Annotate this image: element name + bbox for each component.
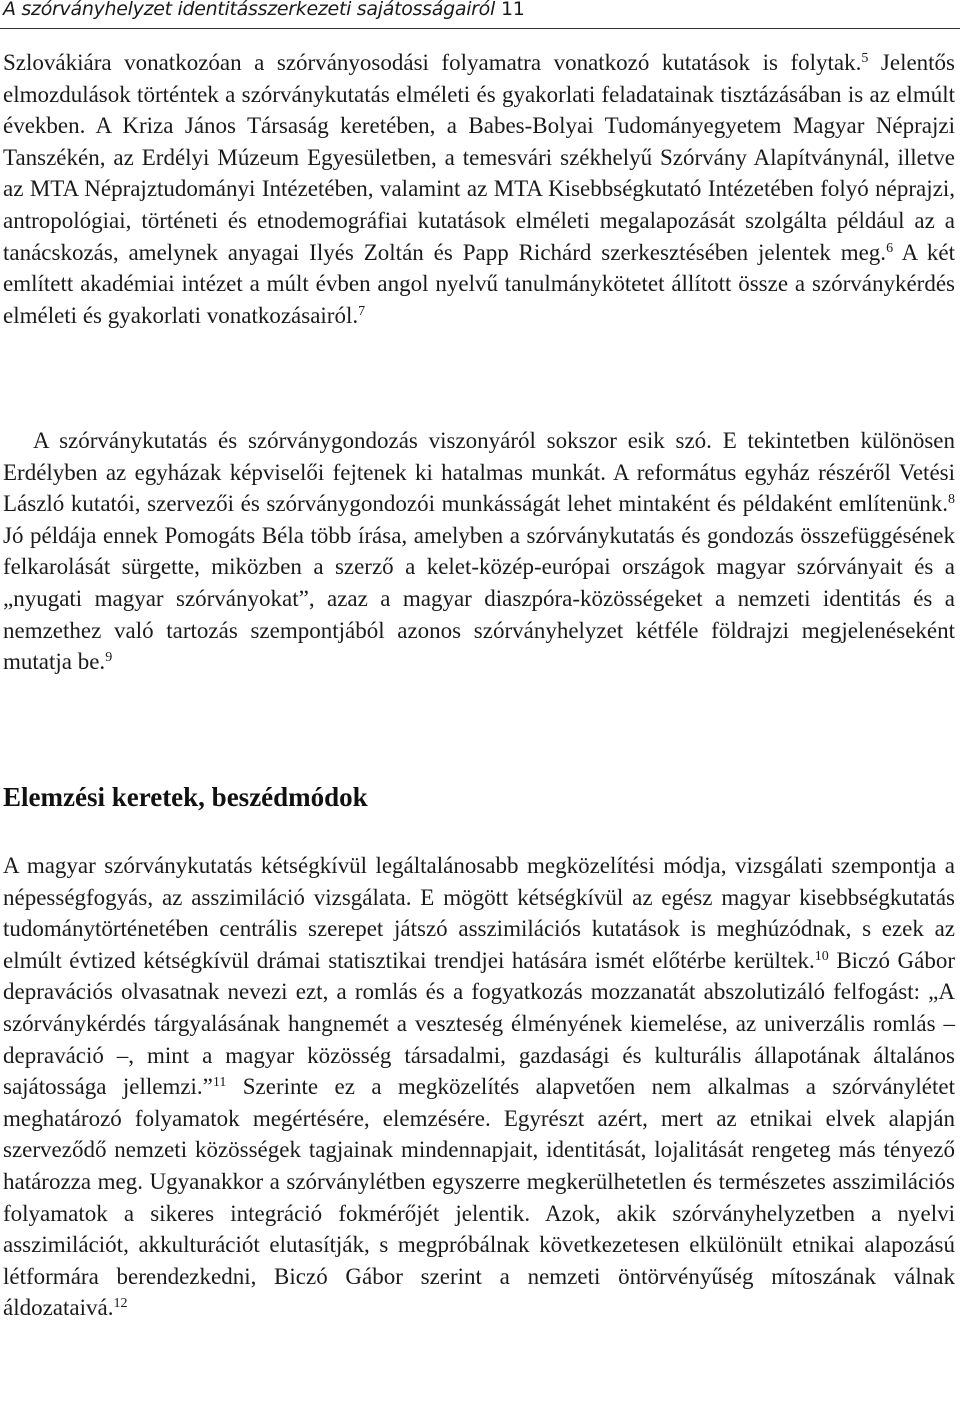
- page-number: 11: [501, 0, 525, 20]
- running-header: [3, 0, 903, 20]
- paragraph-text: Jó példája ennek Pomogáts Béla több írása, amelyben a szórványkutatás és gondozás összefüggésének felkarolását sürgette, miközben a szerző a kelet-közép-európai országok magyar szórványait és a „nyugati magyar szórványokat”, azaz a magyar diaszpóra-közösségeket a nemzeti identitás és a nemzethez való tartozás szempontjából azonos szórványhelyzet kétféle földrajzi megjelenéseként mutatja be.: [3, 522, 955, 675]
- paragraph-text: Szerinte ez a megközelítés alapvetően nem alkalmas a szórványlétet meghatározó folyamatok megértésére, elemzésére. Egyrészt azért, mert az etnikai elvek alapján szerveződő nemzeti közösségek tagjainak mindennapjait, identitását, lojalitását rengeteg más tényező határozza meg. Ugyanakkor a szórványlétben egyszerre megkerülhetetlen és természetes asszimilációs folyamatok a sikeres integráció fokmérőjét jelentik. Azok, akik szórványhelyzetben a nyelvi asszimilációt, akkulturációt elutasítják, s megpróbálnak következetesen elkülönült etnikai alapozású létformára berendezkedni, Biczó Gábor szerint a nemzeti öntörvényűség mítoszának válnak áldozataivá.: [3, 1074, 955, 1321]
- footnote-ref-11: 11: [212, 1075, 227, 1091]
- paragraph-assimilation: [3, 850, 955, 1324]
- footnote-ref-9: 9: [105, 650, 113, 666]
- paragraph-text: Szlovákiára vonatkozóan a szórványosodási folyamatra vonatkozó kutatások is folytak.: [3, 50, 862, 75]
- footnote-ref-12: 12: [113, 1296, 128, 1312]
- paragraph-text: A magyar szórványkutatás kétségkívül legáltalánosabb megközelítési módja, vizsgálati szempontja a népességfogyás, az asszimiláció vizsgálata. E mögött kétségkívül az egész magyar kisebbségkutatás tudománytörténetében centrális szerepet játszó asszimilációs kutatások is meghúzódnak, s ezek az elmúlt évtized kétségkívül drámai statisztikai trendjei hatására ismét előtérbe kerültek.: [3, 853, 955, 973]
- footnote-ref-10: 10: [814, 948, 829, 964]
- header-divider: [0, 28, 960, 29]
- paragraph-text: A szórványkutatás és szórványgondozás viszonyáról sokszor esik szó. E tekintetben különösen Erdélyben az egyházak képviselői fejtenek ki hatalmas munkát. A református egyház részéről Vetési László kutatói, szervezői és szórványgondozói munkásságát lehet mintaként és példaként említenünk.: [3, 428, 955, 517]
- footnote-ref-7: 7: [358, 303, 366, 319]
- footnote-ref-8: 8: [948, 492, 955, 508]
- footnote-ref-6: 6: [886, 240, 894, 256]
- paragraph-text: Jelentős elmozdulások történtek a szórványkutatás elméleti és gyakorlati feladatainak tisztázásában is az elmúlt években. A Kriza János Társaság keretében, a Babes-Bolyai Tudományegyetem Magyar Néprajzi Tanszékén, az Erdélyi Múzeum Egyesületben, a temesvári székhelyű Szórvány Alapítványnál, illetve az MTA Néprajztudományi Intézetében, valamint az MTA Kisebbségkutató Intézetében folyó néprajzi, antropológiai, történeti és etnodemográfiai kutatások elméleti megalapozását szolgálta például az a tanácskozás, amelynek anyagai Ilyés Zoltán és Papp Richárd szerkesztésében jelentek meg.: [3, 50, 956, 265]
- running-header-title: A szórványhelyzet identitásszerkezeti sajátosságairól: [3, 0, 495, 20]
- paragraph-text: A két említett akadémiai intézet a múlt évben angol nyelvű tanulmánykötetet állított össze a szórványkérdés elméleti és gyakorlati vonatkozásairól.: [3, 239, 955, 328]
- paragraph-church-care: [3, 425, 955, 678]
- paragraph-text: Biczó Gábor depravációs olvasatnak nevezi ezt, a romlás és a fogyatkozás mozzanatát abszolutizáló felfogást: „A szórványkérdés tárgyalásának hangnemét a veszteség élményének kiemelése, az univerzális romlás – depraváció –, mint a magyar közösség társadalmi, gazdasági és kulturális állapotának általános sajátossága jellemzi.”: [3, 947, 955, 1100]
- footnote-ref-5: 5: [861, 51, 869, 66]
- section-heading: Elemzési keretek, beszédmódok: [3, 782, 368, 812]
- paragraph-scholarly-context: [3, 47, 955, 331]
